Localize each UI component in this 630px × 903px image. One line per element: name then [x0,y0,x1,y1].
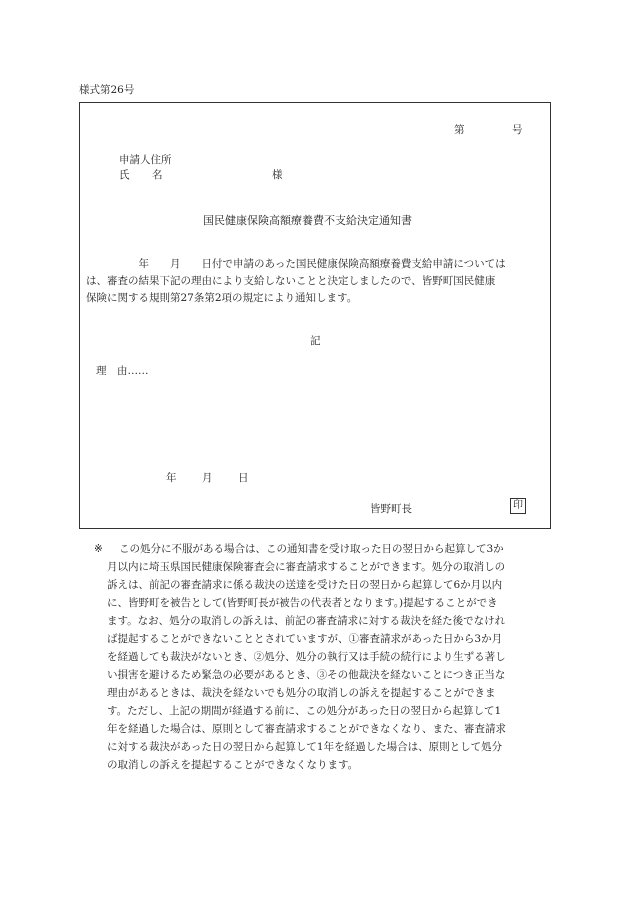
footnote-line: に、皆野町を被告として(皆野町長が被告の代表者となります。)提起することができ [107,597,498,609]
footnote-line: ます。なお、処分の取消しの訴えは、前記の審査請求に対する裁決を経た後でなけれ [107,615,506,627]
date-day: 日 [238,472,249,484]
document-number-suffix: 号 [512,124,523,136]
applicant-name-label-1: 氏 [119,169,130,181]
ki-heading: 記 [310,335,321,347]
footnote-line: す。ただし、上記の期間が経過する前に、この処分があった日の翌日から起算して1 [107,705,502,717]
footnote [94,540,549,774]
notice-body [86,256,548,307]
document-title: 国民健康保険高額療養費不支給決定通知書 [203,214,412,227]
applicant-address-label: 申請人住所 [119,154,172,166]
footnote-line: の取消しの訴えを提起することができなくなります。 [107,759,359,771]
applicant-name-label-2: 名 [152,169,163,181]
footnote-line: い損害を避けるため緊急の必要があるとき、③その他裁決を経ないことにつき正当な [107,669,506,681]
seal-box: 印 [510,498,526,514]
form-number: 様式第26号 [79,84,135,96]
footnote-mark: ※ [94,543,103,555]
notice-body-line: は、審査の結果下記の理由により支給しないことと決定しましたので、皆野町国民健康 [86,275,496,287]
date-month: 月 [202,472,213,484]
document-number-label: 第 [454,124,465,136]
footnote-line: に対する裁決があった日の翌日から起算して1年を経過した場合は、原則として処分 [107,741,503,753]
footnote-line: ば提起することができないこととされていますが、①審査請求があった日から3か月 [107,633,503,645]
notice-body-line: 保険に関する規則第27条第2項の規定により通知します。 [86,292,358,304]
notice-body-line: 年 月 日付で申請のあった国民健康保険高額療養費支給申請については [86,258,506,270]
issuer-name: 皆野町長 [370,503,412,515]
footnote-line: 理由があるときは、裁決を経ないでも処分の取消しの訴えを提起することができま [107,687,496,699]
footnote-line: この処分に不服がある場合は、この通知書を受け取った日の翌日から起算して3か [119,543,504,555]
reason-label: 理 由…… [96,365,149,377]
footnote-line: 月以内に埼玉県国民健康保険審査会に審査請求することができます。処分の取消しの [107,561,506,573]
footnote-line: 訴えは、前記の審査請求に係る裁決の送達を受けた日の翌日から起算して6か月以内 [107,579,503,591]
footnote-line: 年を経過した場合は、原則として審査請求することができなくなり、また、審査請求 [107,723,506,735]
honorific: 様 [272,169,283,181]
footnote-line: を経過しても裁決がないとき、②処分、処分の執行又は手続の続行により生ずる著し [107,651,506,663]
date-year: 年 [166,472,177,484]
